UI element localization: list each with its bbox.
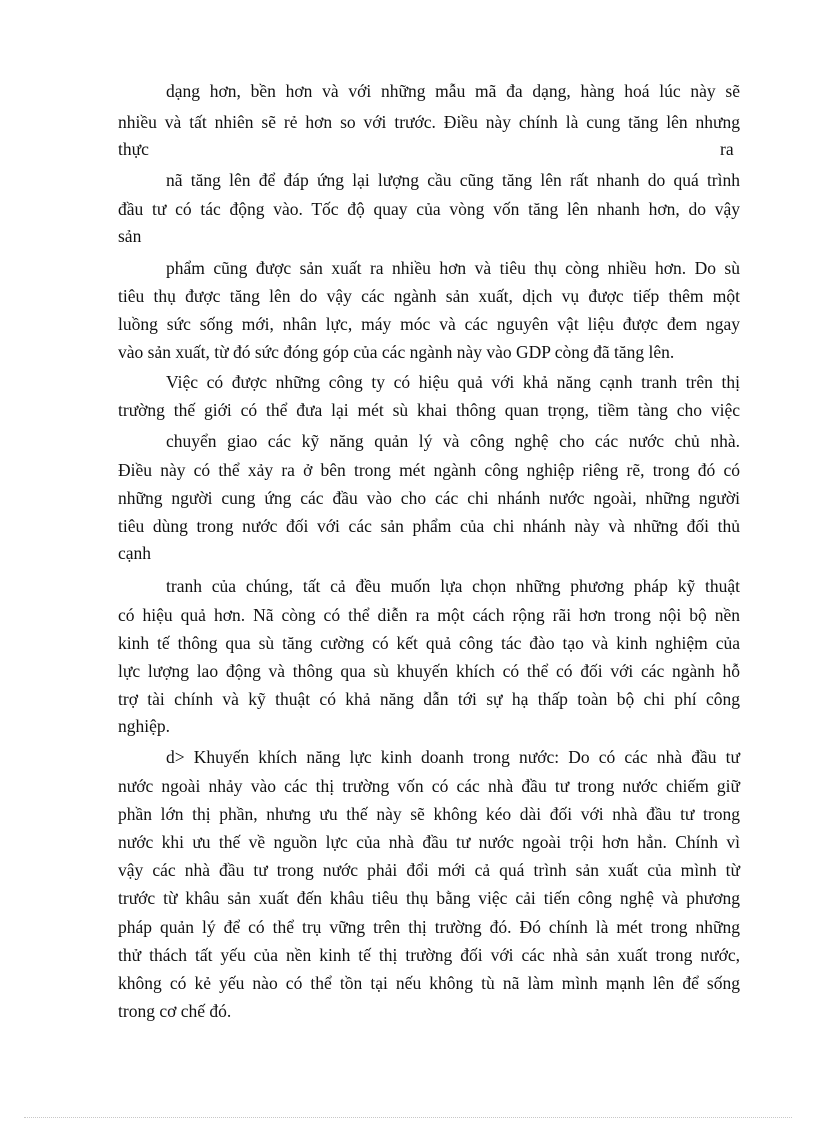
text-line: Việc có được những công ty có hiệu quả với khả năng cạnh tranh trên thị	[166, 372, 740, 392]
text-line: đầu tư có tác động vào. Tốc độ quay của vòng vốn tăng lên nhanh hơn, do vậy	[118, 199, 740, 219]
text-line: có hiệu quả hơn. Nã còng có thể diễn ra một cách rộng rãi hơn trong nội bộ nền	[118, 605, 740, 625]
text-line: phần lớn thị phần, nhưng ưu thế này sẽ không kéo dài đối với nhà đầu tư trong	[118, 804, 740, 824]
text-line: nã tăng lên để đáp ứng lại lượng cầu cũng tăng lên rất nhanh do quá trình	[166, 170, 740, 190]
text-line: tranh của chúng, tất cả đều muốn lựa chọn những phương pháp kỹ thuật	[166, 576, 740, 596]
text-line: trong cơ chế đó.	[118, 1001, 232, 1021]
text-line: luồng sức sống mới, nhân lực, máy móc và các nguyên vật liệu được đem ngay	[118, 314, 740, 334]
text-line: chuyển giao các kỹ năng quản lý và công nghệ cho các nước chủ nhà.	[166, 431, 740, 451]
text-line: thử thách tất yếu của nền kinh tế thị trường đối với các nhà sản xuất trong nước,	[118, 945, 740, 965]
text-line: những người cung ứng các đầu vào cho các chi nhánh nước ngoài, những người	[118, 488, 740, 508]
text-line: trường thế giới có thể đưa lại mét sù khai thông quan trọng, tiềm tàng cho việc	[118, 400, 740, 420]
text-line: dạng hơn, bền hơn và với những mẫu mã đa dạng, hàng hoá lúc này sẽ	[166, 81, 740, 101]
text-line: thực	[118, 139, 149, 159]
text-line: Điều này có thể xảy ra ở bên trong mét ngành công nghiệp riêng rẽ, trong đó có	[118, 460, 740, 480]
text-line: ra	[720, 139, 734, 159]
page-divider	[24, 1117, 792, 1118]
text-line: cạnh	[118, 543, 152, 563]
text-line: vậy các nhà đầu tư trong nước phải đổi mới cả quá trình sản xuất của mình từ	[118, 860, 740, 880]
text-line: tiêu dùng trong nước đối với các sản phẩm của chi nhánh này và những đối thủ	[118, 516, 740, 536]
text-line: phẩm cũng được sản xuất ra nhiều hơn và tiêu thụ còng nhiều hơn. Do sù	[166, 258, 740, 278]
text-line: trợ tài chính và kỹ thuật có khả năng dẫn tới sự hạ thấp toàn bộ chi phí công	[118, 689, 740, 709]
text-line: sản	[118, 226, 142, 246]
text-line: tiêu thụ được tăng lên do vậy các ngành sản xuất, dịch vụ được tiếp thêm một	[118, 286, 740, 306]
text-line: nước ngoài nhảy vào các thị trường vốn có các nhà đầu tư trong nước chiếm giữ	[118, 776, 740, 796]
text-line: lực lượng lao động và thông qua sù khuyến khích có thể có đối với các ngành hỗ	[118, 661, 740, 681]
text-line: nước khi ưu thế về nguồn lực của nhà đầu tư nước ngoài trội hơn hẳn. Chính vì	[118, 832, 740, 852]
text-line: nhiều và tất nhiên sẽ rẻ hơn so với trước. Điều này chính là cung tăng lên nhưng	[118, 112, 740, 132]
text-line: không có kẻ yếu nào có thể tồn tại nếu không tù nã làm mình mạnh lên để sống	[118, 973, 740, 993]
text-line: pháp quản lý để có thể trụ vững trên thị trường đó. Đó chính là mét trong những	[118, 917, 740, 937]
text-line: trước từ khâu sản xuất đến khâu tiêu thụ bằng việc cải tiến công nghệ và phương	[118, 888, 740, 908]
text-line: vào sản xuất, từ đó sức đóng góp của các ngành này vào GDP còng đã tăng lên.	[118, 342, 675, 362]
text-line: nghiệp.	[118, 716, 171, 736]
text-line: d> Khuyến khích năng lực kinh doanh trong nước: Do có các nhà đầu tư	[166, 747, 740, 767]
text-line: kinh tế thông qua sù tăng cường có kết quả công tác đào tạo và kinh nghiệm của	[118, 633, 740, 653]
